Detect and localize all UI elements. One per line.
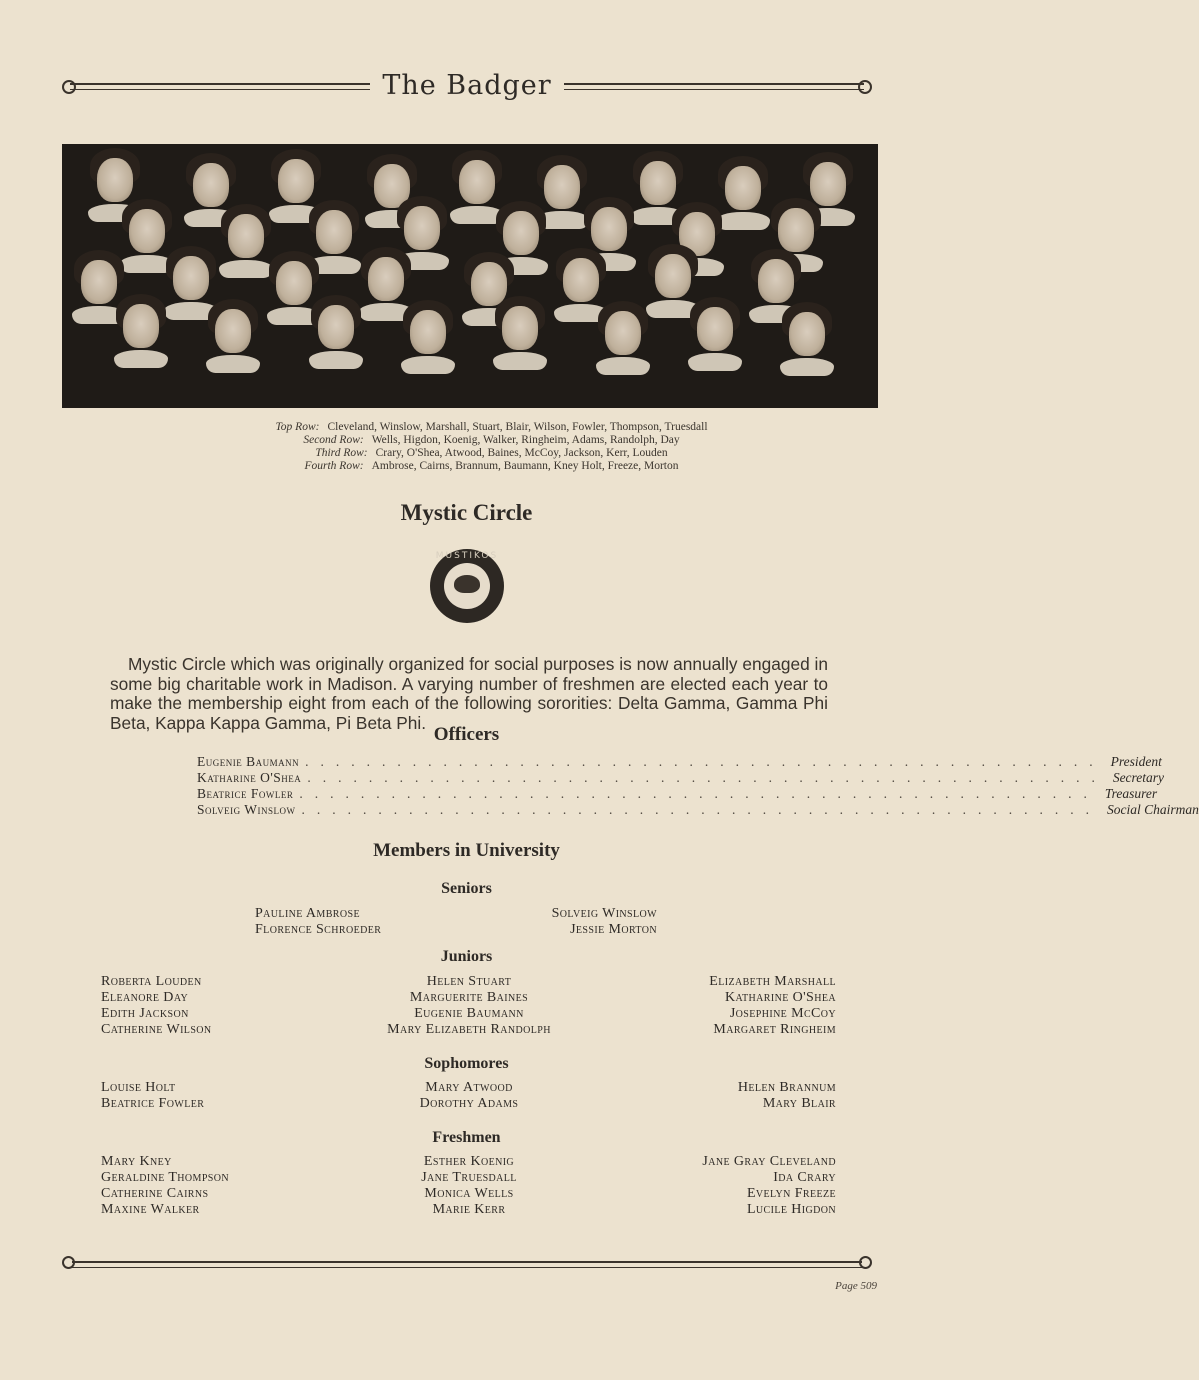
seniors-left-column bbox=[255, 906, 381, 938]
badge-inner-circle bbox=[444, 563, 490, 609]
member-name: Josephine McCoy bbox=[729, 1006, 836, 1021]
photo-figure-collar bbox=[219, 260, 273, 278]
photo-figure-face bbox=[640, 161, 676, 205]
member-name: Roberta Louden bbox=[101, 974, 202, 989]
photo-figure-face bbox=[368, 257, 404, 301]
member-name: Esther Koenig bbox=[423, 1154, 515, 1169]
footer-rule bbox=[62, 1256, 872, 1272]
photo-figure-collar bbox=[114, 350, 168, 368]
freshmen-right-column bbox=[702, 1154, 836, 1218]
page-number: Page 509 bbox=[835, 1280, 877, 1292]
sophomores-right-column bbox=[738, 1080, 836, 1112]
officer-name: Katharine O'Shea bbox=[197, 770, 302, 785]
caption-row-names: Cleveland, Winslow, Marshall, Stuart, Blair, Wilson, Fowler, Thompson, Truesdall bbox=[327, 421, 708, 433]
caption-row-label: Second Row: bbox=[303, 434, 364, 446]
member-name: Jane Gray Cleveland bbox=[702, 1154, 836, 1169]
photo-figure-collar bbox=[780, 358, 834, 376]
member-name: Margaret Ringheim bbox=[713, 1022, 836, 1037]
photo-figure-face bbox=[129, 209, 165, 253]
photo-figure-face bbox=[591, 207, 627, 251]
juniors-center-column bbox=[369, 974, 569, 1038]
member-name: Mary Elizabeth Randolph bbox=[387, 1022, 551, 1037]
officer-role: Social Chairman bbox=[1107, 802, 1199, 817]
member-name: Geraldine Thompson bbox=[101, 1170, 230, 1185]
photo-figure-face bbox=[725, 166, 761, 210]
freshmen-center-column bbox=[369, 1154, 569, 1218]
leader-dots: .................................................... bbox=[301, 802, 1102, 817]
member-name: Marguerite Baines bbox=[409, 990, 529, 1005]
group-photo bbox=[62, 144, 878, 408]
member-name: Eugenie Baumann bbox=[414, 1006, 524, 1021]
caption-row-names: Wells, Higdon, Koenig, Walker, Ringheim, Adams, Randolph, Day bbox=[371, 434, 680, 446]
photo-figure-collar bbox=[206, 355, 260, 373]
caption-row-label: Fourth Row: bbox=[304, 460, 364, 472]
officer-row bbox=[197, 770, 1165, 786]
caption-row bbox=[0, 447, 983, 460]
member-name: Lucile Higdon bbox=[746, 1202, 836, 1217]
caption-row-label: Top Row: bbox=[275, 421, 320, 433]
member-name: Mary Atwood bbox=[425, 1080, 513, 1095]
member-name: Helen Brannum bbox=[737, 1080, 836, 1095]
member-name: Maxine Walker bbox=[101, 1202, 200, 1217]
header-rule bbox=[62, 70, 872, 104]
photo-figure-face bbox=[276, 261, 312, 305]
seniors-right-column bbox=[552, 906, 657, 938]
officers-heading: Officers bbox=[433, 724, 500, 745]
photo-figure-collar bbox=[309, 351, 363, 369]
photo-figure-face bbox=[789, 312, 825, 356]
freshmen-heading: Freshmen bbox=[432, 1129, 501, 1146]
officer-role: Treasurer bbox=[1104, 786, 1158, 801]
page-title: Mystic Circle bbox=[400, 500, 533, 525]
photo-figure-face bbox=[228, 214, 264, 258]
photo-figure-face bbox=[778, 208, 814, 252]
member-name: Solveig Winslow bbox=[551, 906, 657, 921]
photo-figure-collar bbox=[401, 356, 455, 374]
member-name: Catherine Cairns bbox=[101, 1186, 209, 1201]
photo-figure-face bbox=[81, 260, 117, 304]
member-name: Monica Wells bbox=[424, 1186, 514, 1201]
member-name: Pauline Ambrose bbox=[255, 906, 360, 921]
member-name: Edith Jackson bbox=[101, 1006, 189, 1021]
officer-row bbox=[197, 754, 1162, 770]
member-name: Eleanore Day bbox=[101, 990, 189, 1005]
photo-figure-face bbox=[605, 311, 641, 355]
seniors-heading: Seniors bbox=[441, 880, 492, 897]
photo-figure-collar bbox=[596, 357, 650, 375]
officer-name: Solveig Winslow bbox=[197, 802, 296, 817]
member-name: Helen Stuart bbox=[426, 974, 512, 989]
member-name: Florence Schroeder bbox=[255, 922, 382, 937]
officer-name: Eugenie Baumann bbox=[197, 754, 300, 769]
member-name: Jessie Morton bbox=[570, 922, 657, 937]
scroll-ornament-right bbox=[859, 1256, 872, 1269]
officer-role: Secretary bbox=[1112, 770, 1165, 785]
photo-figure-face bbox=[318, 305, 354, 349]
leader-dots: .................................................... bbox=[307, 770, 1107, 785]
caption-row bbox=[0, 421, 983, 434]
member-name: Evelyn Freeze bbox=[746, 1186, 836, 1201]
member-name: Louise Holt bbox=[101, 1080, 176, 1095]
sophomores-center-column bbox=[369, 1080, 569, 1112]
photo-figure-face bbox=[193, 163, 229, 207]
leader-dots: .................................................... bbox=[299, 786, 1099, 801]
caption-row bbox=[0, 434, 983, 447]
rule-line-right bbox=[564, 83, 864, 90]
photo-caption bbox=[0, 421, 983, 473]
rule-line bbox=[72, 1261, 862, 1268]
officer-role: President bbox=[1110, 754, 1162, 769]
members-heading: Members in University bbox=[373, 840, 560, 861]
photo-figure-face bbox=[123, 304, 159, 348]
intro-paragraph: Mystic Circle which was originally organized for social purposes is now annually engaged in some big charitable work in Madison. A varying number of freshmen are elected each year to make the membership eight from each of the following sororities: Delta Gamma, Gamma Phi Beta, Kappa Kappa Gamma, Pi Beta Phi. bbox=[110, 654, 828, 733]
photo-figure-face bbox=[316, 210, 352, 254]
member-name: Ida Crary bbox=[773, 1170, 836, 1185]
member-name: Marie Kerr bbox=[432, 1202, 506, 1217]
photo-figure-face bbox=[697, 307, 733, 351]
juniors-heading: Juniors bbox=[440, 948, 493, 965]
member-name: Beatrice Fowler bbox=[101, 1096, 205, 1111]
scroll-ornament-right bbox=[858, 80, 872, 94]
member-name: Dorothy Adams bbox=[419, 1096, 519, 1111]
leader-dots: .................................................... bbox=[305, 754, 1105, 769]
society-badge-icon bbox=[430, 549, 504, 623]
photo-figure-face bbox=[410, 310, 446, 354]
caption-row bbox=[0, 460, 983, 473]
photo-figure-face bbox=[459, 160, 495, 204]
juniors-left-column bbox=[101, 974, 212, 1038]
member-name: Katharine O'Shea bbox=[725, 990, 836, 1005]
member-name: Jane Truesdall bbox=[421, 1170, 517, 1185]
photo-figure-face bbox=[502, 306, 538, 350]
photo-figure-face bbox=[404, 206, 440, 250]
officers-list bbox=[197, 754, 1199, 818]
photo-figure-face bbox=[503, 211, 539, 255]
photo-figure-collar bbox=[716, 212, 770, 230]
running-title-text: The Badger bbox=[372, 70, 561, 101]
photo-figure-collar bbox=[493, 352, 547, 370]
juniors-right-column bbox=[709, 974, 836, 1038]
photo-figure-face bbox=[173, 256, 209, 300]
photo-figure-collar bbox=[688, 353, 742, 371]
photo-figure-face bbox=[215, 309, 251, 353]
member-name: Mary Blair bbox=[762, 1096, 836, 1111]
caption-row-names: Ambrose, Cairns, Brannum, Baumann, Kney Holt, Freeze, Morton bbox=[371, 460, 679, 472]
badge-emblem bbox=[454, 575, 480, 593]
sophomores-heading: Sophomores bbox=[424, 1055, 509, 1072]
member-name: Mary Kney bbox=[101, 1154, 172, 1169]
photo-figure-face bbox=[758, 259, 794, 303]
photo-figure-face bbox=[810, 162, 846, 206]
officer-name: Beatrice Fowler bbox=[197, 786, 294, 801]
member-name: Elizabeth Marshall bbox=[709, 974, 836, 989]
photo-figure-face bbox=[563, 258, 599, 302]
officer-row bbox=[197, 786, 1158, 802]
sophomores-left-column bbox=[101, 1080, 204, 1112]
caption-row-names: Crary, O'Shea, Atwood, Baines, McCoy, Jackson, Kerr, Louden bbox=[375, 447, 668, 459]
photo-figure-face bbox=[655, 254, 691, 298]
caption-row-label: Third Row: bbox=[315, 447, 368, 459]
photo-figure-face bbox=[471, 262, 507, 306]
badge-lettering: MUSTIKOS bbox=[435, 551, 499, 561]
freshmen-left-column bbox=[101, 1154, 229, 1218]
photo-figure-face bbox=[544, 165, 580, 209]
member-name: Catherine Wilson bbox=[101, 1022, 212, 1037]
photo-figure-face bbox=[97, 158, 133, 202]
photo-figure-face bbox=[278, 159, 314, 203]
officer-row bbox=[197, 802, 1199, 818]
